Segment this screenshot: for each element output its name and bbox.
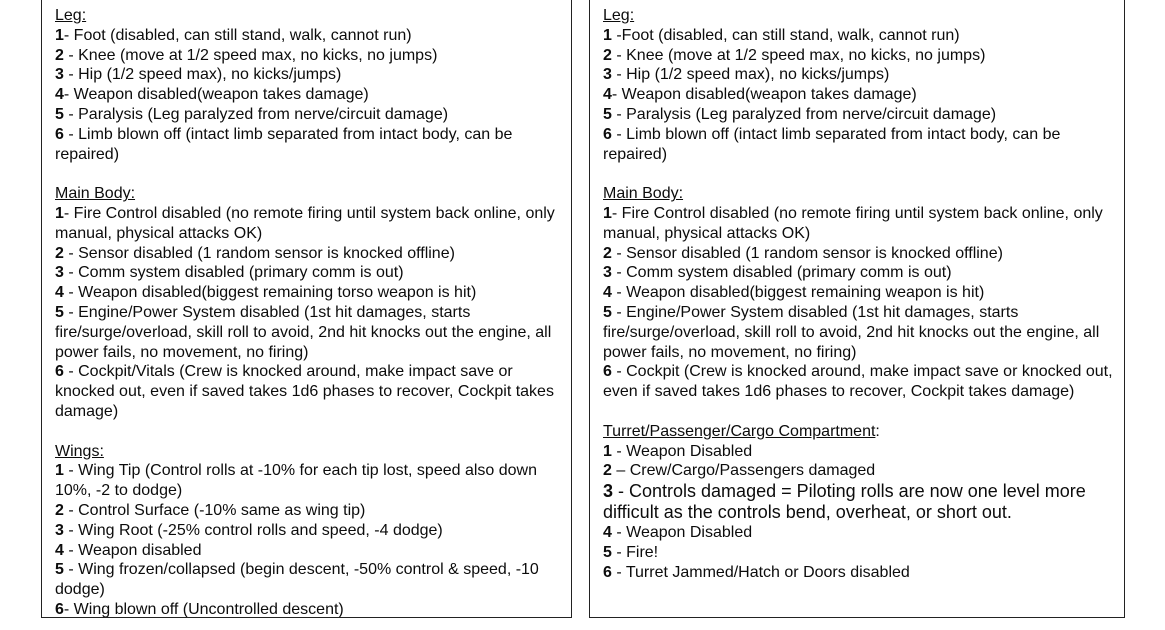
item-number: 2 xyxy=(55,46,64,64)
item-text: - Comm system disabled (primary comm is out) xyxy=(63,264,404,282)
list-item xyxy=(603,105,1124,125)
section-heading: Leg: xyxy=(603,7,635,24)
item-number: 6 xyxy=(55,363,64,381)
list-item xyxy=(55,501,571,521)
item-number: 2 xyxy=(603,244,612,262)
item-text: - Limb blown off (intact limb separated from intact body, can be repaired) xyxy=(603,125,1061,163)
item-text: - Weapon disabled xyxy=(63,541,202,559)
item-number: 4 xyxy=(55,86,64,104)
list-item xyxy=(55,263,571,283)
list-item xyxy=(603,283,1124,303)
item-text: - Fire! xyxy=(611,543,659,561)
item-text: - Hip (1/2 speed max), no kicks/jumps) xyxy=(611,66,890,84)
item-text: - Sensor disabled (1 random sensor is knocked offline) xyxy=(63,244,455,262)
leg-section xyxy=(55,6,571,164)
item-text: - Wing Root (-25% control rolls and speed, -4 dodge) xyxy=(63,521,443,539)
section-heading-suffix: : xyxy=(875,422,880,440)
item-number: 5 xyxy=(603,303,612,321)
list-item xyxy=(55,461,571,501)
list-item xyxy=(603,65,1124,85)
section-heading: Wings: xyxy=(55,442,104,460)
list-item xyxy=(603,461,1124,481)
list-item xyxy=(55,125,571,165)
list-item xyxy=(603,442,1124,462)
list-item xyxy=(55,26,571,46)
list-item xyxy=(55,85,571,105)
item-number: 1 xyxy=(55,462,64,480)
item-number: 4 xyxy=(55,541,64,559)
section-heading xyxy=(603,422,1124,442)
item-number: 6 xyxy=(55,600,64,618)
list-item xyxy=(603,523,1124,543)
list-item xyxy=(603,204,1124,244)
list-item xyxy=(603,263,1124,283)
list-item xyxy=(55,46,571,66)
list-item xyxy=(55,303,571,362)
item-text: - Wing Tip (Control rolls at -10% for each tip lost, speed also down 10%, -2 to dodge) xyxy=(55,462,538,500)
section-heading: Leg: xyxy=(55,7,87,24)
item-text: - Limb blown off (intact limb separated from intact body, can be repaired) xyxy=(55,125,513,163)
item-text: - Fire Control disabled (no remote firing until system back online, only manual, physical attacks OK) xyxy=(55,204,555,242)
list-item xyxy=(603,362,1124,402)
item-text: - Weapon disabled(weapon takes damage) xyxy=(63,86,369,104)
left-column xyxy=(41,0,572,618)
item-text: - Engine/Power System disabled (1st hit damages, starts fire/surge/overload, skill roll to avoid, 2nd hit knocks out the engine, all power fails, no movement, no firing) xyxy=(55,303,552,361)
right-column xyxy=(589,0,1125,618)
list-item xyxy=(603,125,1124,165)
item-number: 3 xyxy=(55,66,64,84)
item-number: 5 xyxy=(55,105,64,123)
item-number: 5 xyxy=(603,105,612,123)
item-number: 4 xyxy=(603,524,612,542)
item-text: - Engine/Power System disabled (1st hit damages, starts fire/surge/overload, skill roll to avoid, 2nd hit knocks out the engine, all power fails, no movement, no firing) xyxy=(603,303,1100,361)
item-text: - Control Surface (-10% same as wing tip) xyxy=(63,501,366,519)
item-number: 2 xyxy=(55,244,64,262)
list-item xyxy=(55,362,571,421)
list-item xyxy=(55,105,571,125)
list-item xyxy=(55,541,571,561)
item-text: - Cockpit (Crew is knocked around, make impact save or knocked out, even if saved takes 1d6 phases to recover, Cockpit takes damage) xyxy=(603,363,1113,401)
item-text: -Foot (disabled, can still stand, walk, cannot run) xyxy=(611,26,960,44)
list-item xyxy=(55,65,571,85)
item-number: 2 xyxy=(55,501,64,519)
turret-cargo-section xyxy=(603,422,1124,583)
item-text: - Wing frozen/collapsed (begin descent, -50% control & speed, -10 dodge) xyxy=(55,561,539,599)
item-text: - Weapon disabled(weapon takes damage) xyxy=(611,86,917,104)
item-text: - Fire Control disabled (no remote firing until system back online, only manual, physical attacks OK) xyxy=(603,204,1103,242)
list-item xyxy=(55,204,571,244)
item-text: - Hip (1/2 speed max), no kicks/jumps) xyxy=(63,66,342,84)
list-item xyxy=(603,303,1124,362)
item-number: 1 xyxy=(603,26,612,44)
list-item xyxy=(55,283,571,303)
item-number: 3 xyxy=(55,264,64,282)
list-item xyxy=(603,543,1124,563)
leg-section xyxy=(603,6,1124,164)
main-body-section xyxy=(55,184,571,422)
item-number: 3 xyxy=(603,66,612,84)
list-item xyxy=(603,26,1124,46)
item-text: - Wing blown off (Uncontrolled descent) xyxy=(63,600,344,618)
item-number: 3 xyxy=(55,521,64,539)
item-number: 1 xyxy=(603,204,612,222)
item-number: 4 xyxy=(603,86,612,104)
list-item xyxy=(603,85,1124,105)
item-number: 4 xyxy=(55,284,64,302)
item-text: - Turret Jammed/Hatch or Doors disabled xyxy=(611,563,910,581)
item-number: 6 xyxy=(603,563,612,581)
section-heading: Main Body: xyxy=(55,185,136,203)
item-text: - Cockpit/Vitals (Crew is knocked around, make impact save or knocked out, even if saved takes 1d6 phases to recover, Cockpit takes damage) xyxy=(55,363,554,420)
item-text: - Weapon Disabled xyxy=(611,442,753,460)
list-item xyxy=(55,560,571,600)
main-body-section xyxy=(603,184,1124,402)
list-item xyxy=(603,244,1124,264)
item-text: - Controls damaged = Piloting rolls are now one level more difficult as the controls bend, overheat, or short out. xyxy=(603,481,1086,523)
item-number: 5 xyxy=(55,303,64,321)
section-heading: Main Body: xyxy=(603,185,684,203)
list-item xyxy=(603,563,1124,583)
list-item xyxy=(603,481,1124,523)
item-text: – Crew/Cargo/Passengers damaged xyxy=(611,462,876,480)
item-number: 1 xyxy=(55,204,64,222)
item-text: - Weapon disabled(biggest remaining weapon is hit) xyxy=(611,284,985,302)
item-text: - Knee (move at 1/2 speed max, no kicks, no jumps) xyxy=(63,46,438,64)
item-text: - Sensor disabled (1 random sensor is knocked offline) xyxy=(611,244,1003,262)
item-number: 3 xyxy=(603,264,612,282)
item-number: 1 xyxy=(55,26,64,44)
item-number: 2 xyxy=(603,46,612,64)
item-number: 6 xyxy=(55,125,64,143)
item-number: 3 xyxy=(603,481,614,502)
item-text: - Knee (move at 1/2 speed max, no kicks, no jumps) xyxy=(611,46,986,64)
item-number: 4 xyxy=(603,284,612,302)
item-text: - Paralysis (Leg paralyzed from nerve/circuit damage) xyxy=(63,105,449,123)
list-item xyxy=(55,521,571,541)
item-number: 1 xyxy=(603,442,612,460)
list-item xyxy=(55,244,571,264)
list-item xyxy=(55,600,571,618)
list-item xyxy=(603,46,1124,66)
item-text: - Comm system disabled (primary comm is out) xyxy=(611,264,952,282)
item-number: 5 xyxy=(603,543,612,561)
item-number: 6 xyxy=(603,125,612,143)
item-number: 5 xyxy=(55,561,64,579)
item-text: - Foot (disabled, can still stand, walk, cannot run) xyxy=(63,26,412,44)
item-number: 2 xyxy=(603,462,612,480)
section-heading-text: Turret/Passenger/Cargo Compartment xyxy=(603,422,876,440)
wings-section xyxy=(55,442,571,618)
item-text: - Weapon Disabled xyxy=(611,524,753,542)
item-text: - Weapon disabled(biggest remaining torso weapon is hit) xyxy=(63,284,477,302)
item-text: - Paralysis (Leg paralyzed from nerve/circuit damage) xyxy=(611,105,997,123)
item-number: 6 xyxy=(603,363,612,381)
